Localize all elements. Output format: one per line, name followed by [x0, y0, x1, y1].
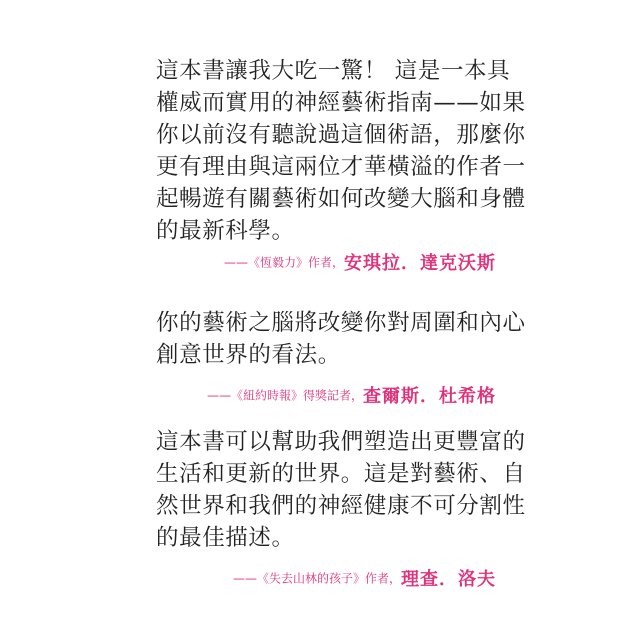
quote-line: 起暢遊有關藝術如何改變大腦和身體 — [156, 186, 526, 212]
quote-line: 這本書讓我大吃一驚！ 這是一本具 — [156, 58, 511, 84]
endorsement-quote-1 — [156, 55, 526, 274]
quote-attribution — [224, 249, 496, 275]
quote-attribution — [207, 382, 496, 408]
quote-line: 你以前沒有聽說過這個術語，那麼你 — [156, 122, 526, 148]
quote-line: 更有理由與這兩位才華橫溢的作者一 — [156, 154, 526, 180]
quote-text — [156, 55, 526, 247]
attribution-separator: ， — [350, 388, 363, 403]
attribution-source: ——《紐約時報》得獎記者 — [206, 388, 351, 403]
endorsement-quote-3 — [156, 426, 526, 590]
attribution-separator: ， — [331, 255, 344, 270]
attribution-source: ——《恆毅力》作者 — [223, 255, 332, 270]
quote-line: 權威而實用的神經藝術指南——如果 — [156, 90, 526, 116]
quote-line: 的最佳描述。 — [156, 525, 295, 551]
quote-line: 創意世界的看法。 — [156, 342, 341, 368]
quote-line: 你的藝術之腦將改變你對周圍和內心 — [156, 310, 526, 336]
quote-text — [156, 307, 526, 371]
attribution-name: 查爾斯．杜希格 — [363, 386, 496, 407]
attribution-name: 理查．洛夫 — [401, 569, 496, 590]
quote-attribution — [233, 565, 496, 591]
attribution-source: ——《失去山林的孩子》作者 — [232, 571, 389, 586]
quote-line: 的最新科學。 — [156, 218, 295, 244]
quote-line: 然世界和我們的神經健康不可分割性 — [156, 493, 526, 519]
endorsement-quote-2 — [156, 307, 526, 407]
attribution-separator: ， — [388, 571, 401, 586]
quote-line: 生活和更新的世界。這是對藝術、自 — [156, 461, 526, 487]
attribution-name: 安琪拉．達克沃斯 — [344, 253, 496, 274]
quote-line: 這本書可以幫助我們塑造出更豐富的 — [156, 429, 526, 455]
quote-text — [156, 426, 526, 554]
